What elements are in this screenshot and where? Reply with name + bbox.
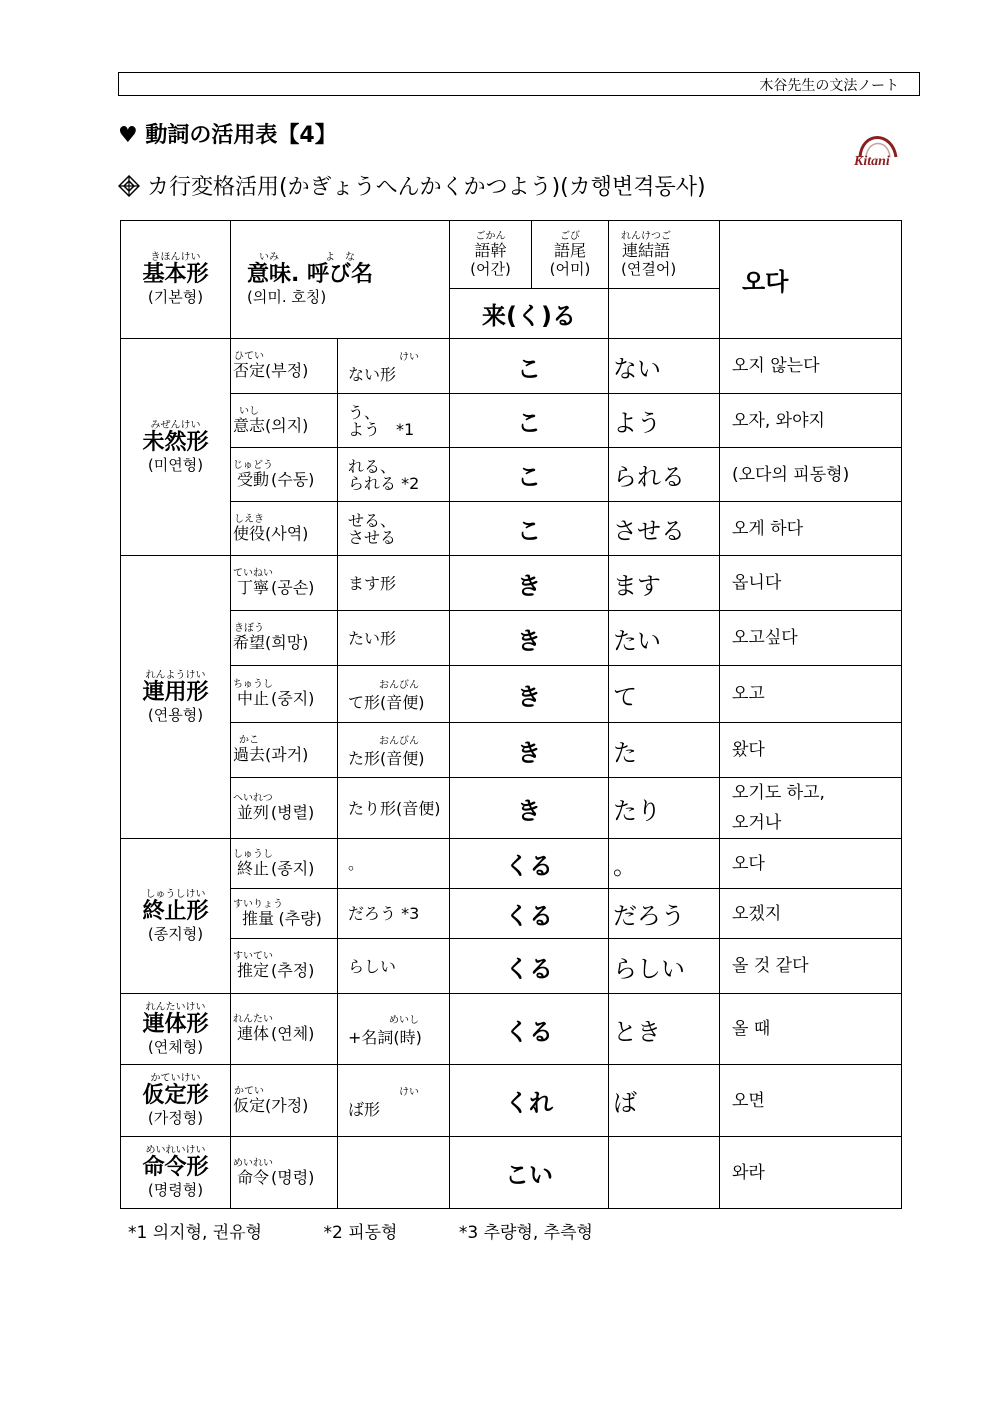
table-row	[121, 339, 902, 394]
suffix-cell: せる、 させる	[338, 502, 450, 556]
form-name-cell: 終止形しゅうしけい (종지형)	[121, 839, 231, 994]
ending-cell: させる	[609, 502, 720, 556]
stem-cell: くる	[450, 939, 609, 994]
stem-cell: こ	[450, 394, 609, 448]
korean-meaning-cell: 오고	[720, 666, 902, 723]
meaning-cell: 丁寧ていねい(공손)	[231, 556, 338, 611]
diamond-bullet-icon	[118, 175, 140, 197]
ending-cell: とき	[609, 994, 720, 1065]
korean-meaning-cell: 오겠지	[720, 889, 902, 939]
table-row	[121, 666, 902, 723]
ending-cell	[609, 1137, 720, 1209]
suffix-cell: おんびん た形(音便)	[338, 723, 450, 778]
meaning-cell: 並列へいれつ(병렬)	[231, 778, 338, 839]
korean-meaning-cell: 왔다	[720, 723, 902, 778]
header-empty	[609, 289, 720, 339]
suffix-cell: けい ない形	[338, 339, 450, 394]
meaning-cell: 推定すいてい(추정)	[231, 939, 338, 994]
table-row	[121, 448, 902, 502]
suffix-cell: ます形	[338, 556, 450, 611]
table-row	[121, 1137, 902, 1209]
meaning-cell: 仮定かてい(가정)	[231, 1065, 338, 1137]
suffix-cell: けい ば形	[338, 1065, 450, 1137]
korean-meaning-cell: (오다의 피동형)	[720, 448, 902, 502]
suffix-cell: れる、 られる *2	[338, 448, 450, 502]
table-row	[121, 723, 902, 778]
stem-cell: こ	[450, 448, 609, 502]
footnote-3: *3 추량형, 추측형	[458, 1223, 593, 1243]
ending-cell: 。	[609, 839, 720, 889]
meaning-cell: 使役しえき(사역)	[231, 502, 338, 556]
kitani-logo	[852, 125, 902, 167]
table-row	[121, 994, 902, 1065]
table-row	[121, 611, 902, 666]
suffix-cell: たり形(音便)	[338, 778, 450, 839]
form-name-cell: 未然形みぜんけい (미연형)	[121, 339, 231, 556]
table-row	[121, 778, 902, 839]
stem-cell: こ	[450, 502, 609, 556]
conjugation-table	[120, 220, 902, 1209]
form-name-cell: 連用形れんようけい (연용형)	[121, 556, 231, 839]
stem-cell: こい	[450, 1137, 609, 1209]
meaning-cell: 命令めいれい(명령)	[231, 1137, 338, 1209]
korean-meaning-cell: 오지 않는다	[720, 339, 902, 394]
ending-cell: らしい	[609, 939, 720, 994]
ending-cell: られる	[609, 448, 720, 502]
stem-cell: くる	[450, 839, 609, 889]
subtitle-text: カ行変格活用(かぎょうへんかくかつよう)(カ행변격동사)	[147, 175, 706, 200]
suffix-cell: たい形	[338, 611, 450, 666]
table-row	[121, 839, 902, 889]
table-row	[121, 939, 902, 994]
korean-meaning-cell: 오자, 와야지	[720, 394, 902, 448]
table-row	[121, 394, 902, 448]
stem-cell: き	[450, 778, 609, 839]
korean-meaning-cell: 오다	[720, 839, 902, 889]
meaning-cell: 推量すいりょう(추량)	[231, 889, 338, 939]
meaning-cell: 終止しゅうし(종지)	[231, 839, 338, 889]
suffix-cell: う、 よう *1	[338, 394, 450, 448]
ending-cell: た	[609, 723, 720, 778]
header-verb: 来(く)る	[450, 289, 609, 339]
ending-cell: て	[609, 666, 720, 723]
header-verb-ko: 오다	[720, 221, 902, 339]
ending-cell: ない	[609, 339, 720, 394]
stem-cell: き	[450, 611, 609, 666]
stem-cell: くれ	[450, 1065, 609, 1137]
ending-cell: ます	[609, 556, 720, 611]
page-title	[118, 118, 337, 149]
stem-cell: き	[450, 723, 609, 778]
header-stem: 語幹ごかん (어간)	[450, 221, 532, 289]
table-row	[121, 556, 902, 611]
meaning-cell: 受動じゅどう(수동)	[231, 448, 338, 502]
page-title-text: 動詞の活用表【4】	[145, 123, 337, 148]
korean-meaning-cell: 오고싶다	[720, 611, 902, 666]
footnote-2: *2 피동형	[323, 1223, 398, 1243]
stem-cell: こ	[450, 339, 609, 394]
heart-icon: ♥	[118, 123, 138, 148]
footnotes	[128, 1218, 649, 1243]
page-subtitle	[118, 170, 706, 201]
meaning-cell: 中止ちゅうし(중지)	[231, 666, 338, 723]
stem-cell: き	[450, 666, 609, 723]
korean-meaning-cell: 올 것 같다	[720, 939, 902, 994]
stem-cell: くる	[450, 889, 609, 939]
ending-cell: ば	[609, 1065, 720, 1137]
suffix-cell: だろう *3	[338, 889, 450, 939]
korean-meaning-cell: 오게 하다	[720, 502, 902, 556]
korean-meaning-cell: 와라	[720, 1137, 902, 1209]
table-row	[121, 1065, 902, 1137]
form-name-cell: 仮定形かていけい (가정형)	[121, 1065, 231, 1137]
korean-meaning-cell: 올 때	[720, 994, 902, 1065]
korean-meaning-cell: 오면	[720, 1065, 902, 1137]
footnote-1: *1 의지형, 권유형	[128, 1223, 263, 1243]
stem-cell: くる	[450, 994, 609, 1065]
meaning-cell: 連体れんたい(연체)	[231, 994, 338, 1065]
suffix-cell	[338, 1137, 450, 1209]
suffix-cell: おんびん て形(音便)	[338, 666, 450, 723]
ending-cell: たい	[609, 611, 720, 666]
logo-text: Kitani	[854, 154, 890, 167]
suffix-cell: らしい	[338, 939, 450, 994]
meaning-cell: 希望きぼう(희망)	[231, 611, 338, 666]
meaning-cell: 意志いし(의지)	[231, 394, 338, 448]
header-meaning: 意味いみ. 呼び名よ な (의미. 호칭)	[231, 221, 450, 339]
table-row	[121, 502, 902, 556]
table-row	[121, 889, 902, 939]
meaning-cell: 否定ひてい(부정)	[231, 339, 338, 394]
ending-cell: よう	[609, 394, 720, 448]
suffix-cell: めいし +名詞(時)	[338, 994, 450, 1065]
header-box	[118, 72, 920, 96]
header-connector: 連結語れんけつご (연결어)	[609, 221, 720, 289]
suffix-cell: 。	[338, 839, 450, 889]
korean-meaning-cell: 오기도 하고, 오거나	[720, 778, 902, 839]
ending-cell: たり	[609, 778, 720, 839]
korean-meaning-cell: 옵니다	[720, 556, 902, 611]
form-name-cell: 連体形れんたいけい (연체형)	[121, 994, 231, 1065]
ending-cell: だろう	[609, 889, 720, 939]
stem-cell: き	[450, 556, 609, 611]
header-ending: 語尾ごび (어미)	[532, 221, 609, 289]
header-basic-form: 基本形きほんけい (기본형)	[121, 221, 231, 339]
form-name-cell: 命令形めいれいけい (명령형)	[121, 1137, 231, 1209]
meaning-cell: 過去かこ(과거)	[231, 723, 338, 778]
header-text: 木谷先生の文法ノート	[759, 78, 899, 94]
